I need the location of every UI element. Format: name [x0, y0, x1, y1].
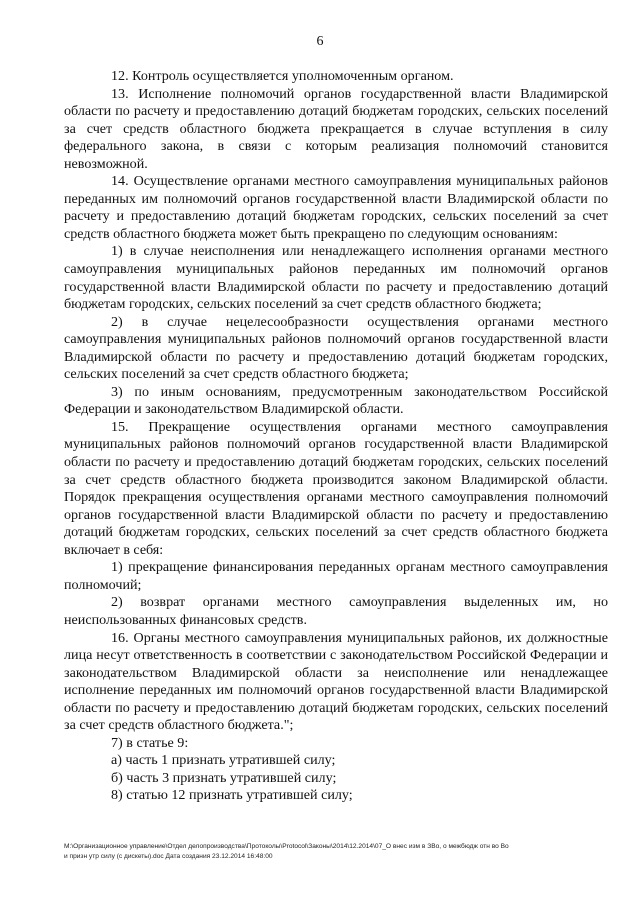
paragraph-14-item-1: 1) в случае неисполнения или ненадлежащего исполнения органами местного самоуправления муниципальных районов переданных им полномочий органов государственной власти Владимирской области по расчету и предоставлению дотаций бюджетам городских, сельских поселений за счет средств областного бюджета;	[64, 243, 608, 313]
paragraph-15: 15. Прекращение осуществления органами местного самоуправления муниципальных районов полномочий органов государственной власти Владимирской области по расчету и предоставлению дотаций бюджетам городских, сельских поселений за счет средств областного бюджета производится законом Владимирской области. Порядок прекращения осуществления органами местного самоуправления полномочий органов государственной власти Владимирской области по расчету и предоставлению дотаций бюджетам городских, сельских поселений за счет средств областного бюджета включает в себя:	[64, 418, 608, 558]
footer-line-1: M:\Организационное управление\Отдел делопроизводства\Протоколы\Protocol\Законы\2014\12.2014\07_О внес изм в ЗВо, о межбюдж отн во Во	[64, 843, 509, 850]
file-path-footer	[64, 842, 612, 862]
footer-line-2: и призн утр силу (с дискеты).doc Дата создания 23.12.2014 16:48:00	[64, 853, 273, 860]
paragraph-14: 14. Осуществление органами местного самоуправления муниципальных районов переданных им полномочий органов государственной власти Владимирской области по расчету и предоставлению дотаций бюджетам городских, сельских поселений за счет средств областного бюджета может быть прекращено по следующим основаниям:	[64, 173, 608, 242]
amendment-item-7a: а) часть 1 признать утратившей силу;	[111, 752, 336, 769]
document-body	[64, 68, 608, 805]
page-number: 6	[316, 34, 324, 49]
paragraph-16: 16. Органы местного самоуправления муниципальных районов, их должностные лица несут ответственность в соответствии с законодательством Российской Федерации и законодательством Владимирской области за неисполнение или ненадлежащее исполнение переданных им полномочий органов государственной власти Владимирской области по расчету и предоставлению дотаций бюджетам городских, сельских поселений за счет средств областного бюджета.";	[64, 629, 608, 734]
amendment-item-7b: б) часть 3 признать утратившей силу;	[111, 769, 337, 786]
amendment-item-7: 7) в статье 9:	[111, 734, 189, 751]
paragraph-12: 12. Контроль осуществляется уполномоченным органом.	[111, 68, 454, 84]
amendment-item-8: 8) статью 12 признать утратившей силу;	[111, 787, 353, 804]
paragraph-15-item-1: 1) прекращение финансирования переданных органам местного самоуправления полномочий;	[64, 559, 608, 593]
paragraph-13: 13. Исполнение полномочий органов государственной власти Владимирской области по расчету и предоставлению дотаций бюджетам городских, сельских поселений за счет средств областного бюджета прекращается в случае вступления в силу федерального закона, в связи с которым реализация полномочий становится невозможной.	[64, 85, 608, 172]
paragraph-14-item-2: 2) в случае нецелесообразности осуществления органами местного самоуправления муниципальных районов полномочий органов государственной власти Владимирской области по расчету и предоставлению дотаций бюджетам городских, сельских поселений за счет средств областного бюджета;	[64, 313, 608, 383]
paragraph-14-item-3: 3) по иным основаниям, предусмотренным законодательством Российской Федерации и законодательством Владимирской области.	[64, 383, 608, 418]
paragraph-15-item-2: 2) возврат органами местного самоуправления выделенных им, но неиспользованных финансовых средств.	[64, 594, 608, 628]
